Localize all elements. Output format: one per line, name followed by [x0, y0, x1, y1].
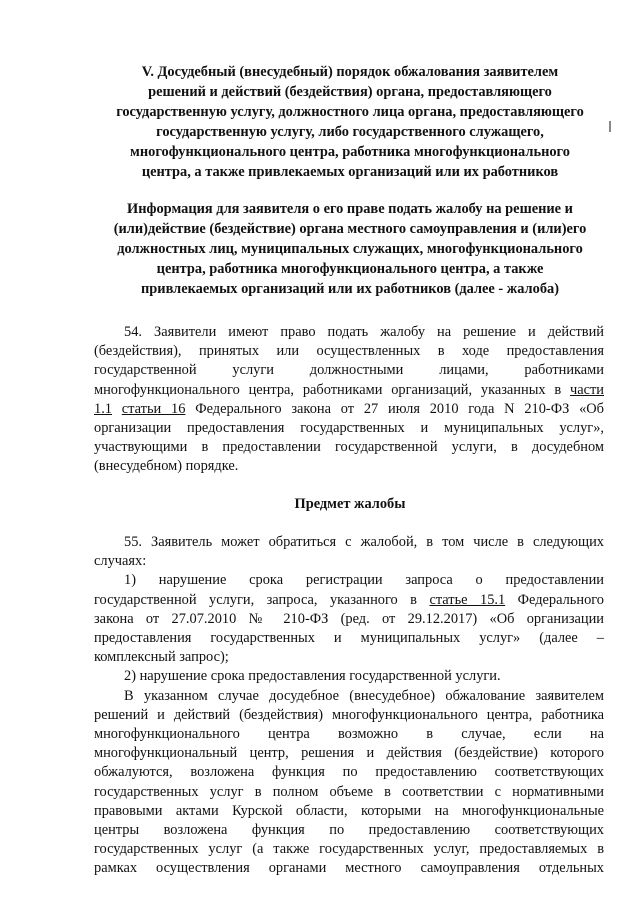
info-title-line: центра, работника многофункционального центра, а также: [156, 260, 544, 277]
law-article-link[interactable]: статье 15.1: [429, 591, 506, 608]
info-title-line: Информация для заявителя о его праве подать жалобу на решение и: [127, 201, 573, 217]
text-fragment: многофункционального центра, работниками организаций, указанных в: [94, 381, 570, 398]
text-line: (бездействия), принятых или осуществленных в ходе предоставления: [94, 343, 604, 360]
text-line: 54. Заявители имеют право подать жалобу на решение и действий: [124, 324, 604, 340]
section-title-line: V. Досудебный (внесудебный) порядок обжалования заявителем: [141, 64, 559, 80]
section-title-line: многофункционального центра, работника многофункционального: [130, 143, 570, 160]
text-line: государственных услуг (а также государственных услуг, предоставляемых в: [94, 841, 604, 858]
law-part-link[interactable]: части: [569, 381, 604, 398]
text-line: закона от 27.07.2010 № 210-ФЗ (ред. от 29.12.2017) «Об организации: [94, 610, 604, 627]
info-title-line: должностных лиц, муниципальных служащих, многофункционального: [117, 240, 583, 257]
text-line: 1) нарушение срока регистрации запроса о предоставлении: [124, 572, 604, 589]
law-part-number-link[interactable]: 1.1: [94, 400, 112, 417]
text-fragment: государственной услуги, запроса, указанного в: [94, 591, 430, 608]
text-line: В указанном случае досудебное (внесудебное) обжалование заявителем: [124, 687, 604, 704]
text-line: [94, 381, 604, 400]
text-line: государственных услуг в полном объеме в соответствии с нормативными: [94, 783, 604, 800]
text-line: (внесудебном) порядке.: [94, 458, 239, 475]
text-line: обжалуются, возложена функция по предоставлению соответствующих: [94, 764, 604, 781]
text-line: многофункциональный центр, решения и действия (бездействие) которого: [94, 745, 604, 762]
subject-title: [80, 495, 620, 515]
text-fragment: Федерального закона от 27 июля 2010 года N 210-ФЗ «Об: [185, 400, 604, 417]
subject-title-line: Предмет жалобы: [294, 496, 406, 512]
text-fragment: Федерального: [505, 591, 605, 608]
text-line: случаях:: [94, 553, 147, 570]
scan-edge-mark: [609, 121, 611, 132]
info-title: [80, 200, 620, 300]
paragraph-55: [94, 533, 604, 879]
text-fragment: [112, 401, 122, 417]
paragraph-54: [94, 323, 604, 477]
section-title-line: государственную услугу, должностного лица органа, предоставляющего: [116, 103, 584, 120]
text-line: центры возложена функция по предоставлению соответствующих: [94, 822, 604, 839]
text-line: многофункционального центра возможно в случае, если на: [94, 726, 604, 743]
law-article-link[interactable]: статьи 16: [121, 400, 186, 417]
section-title-line: центра, а также привлекаемых организаций или их работников: [141, 163, 559, 180]
section-title-line: государственную услугу, либо государственного служащего,: [156, 123, 544, 140]
text-line: правовыми актами Курской области, которыми на многофункциональные: [94, 802, 604, 819]
text-line: 55. Заявитель может обратиться с жалобой, в том числе в следующих: [124, 534, 604, 550]
text-line: государственной услуги должностными лицами, работниками: [94, 362, 604, 379]
text-line: решений и действий (бездействия) многофункционального центра, работника: [94, 706, 604, 723]
section-title-line: решений и действий (бездействия) органа, предоставляющего: [148, 83, 552, 100]
info-title-line: (или)действие (бездействие) органа местного самоуправления и (или)его: [113, 220, 587, 237]
text-line: [94, 591, 604, 610]
section-title: [80, 63, 620, 182]
text-line: комплексный запрос);: [94, 649, 229, 666]
info-title-line: привлекаемых организаций или их работников (далее - жалоба): [140, 280, 560, 297]
text-line: организации предоставления государственных и муниципальных услуг»,: [94, 420, 604, 437]
text-line: 2) нарушение срока предоставления государственной услуги.: [124, 668, 501, 685]
text-line: рамках осуществления органами местного самоуправления отдельных: [94, 860, 604, 877]
text-line: предоставления государственных и муниципальных услуг» (далее –: [94, 630, 604, 647]
text-line: [94, 400, 604, 419]
text-line: участвующими в предоставлении государственной услуги, в досудебном: [94, 439, 604, 456]
